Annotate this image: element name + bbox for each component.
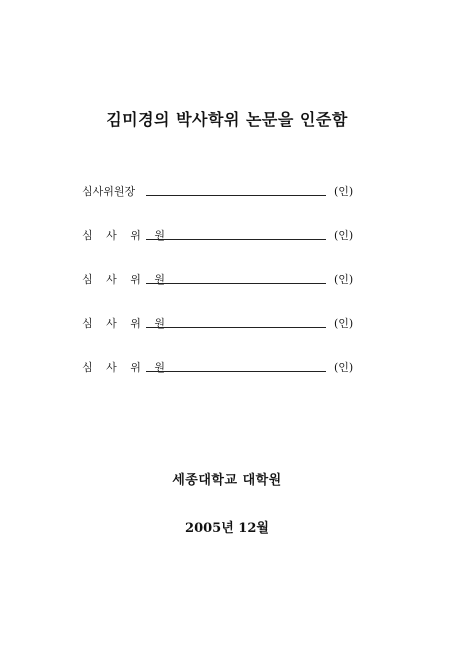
signature-role: 심 사 위 원 — [82, 361, 170, 374]
signature-row-chair — [82, 183, 382, 227]
signature-line — [146, 195, 326, 196]
document-title: 김미경의 박사학위 논문을 인준함 — [106, 110, 348, 129]
signature-row-member-3 — [82, 315, 382, 359]
seal-label: (인) — [334, 185, 354, 198]
signature-row-member-1 — [82, 227, 382, 271]
seal-label: (인) — [334, 317, 354, 330]
signature-role: 심 사 위 원 — [82, 273, 170, 286]
seal-label: (인) — [334, 273, 354, 286]
signature-role: 심 사 위 원 — [82, 317, 170, 330]
signature-row-member-4 — [82, 359, 382, 403]
signature-line — [146, 239, 326, 240]
signature-role: 심사위원장 — [82, 185, 136, 198]
signature-row-member-2 — [82, 271, 382, 315]
approval-date: 2005년 12월 — [185, 521, 269, 536]
committee-signature-list — [82, 183, 382, 403]
signature-line — [146, 283, 326, 284]
signature-role: 심 사 위 원 — [82, 229, 170, 242]
seal-label: (인) — [334, 229, 354, 242]
seal-label: (인) — [334, 361, 354, 374]
signature-line — [146, 371, 326, 372]
institution-name: 세종대학교 대학원 — [172, 473, 282, 488]
signature-line — [146, 327, 326, 328]
